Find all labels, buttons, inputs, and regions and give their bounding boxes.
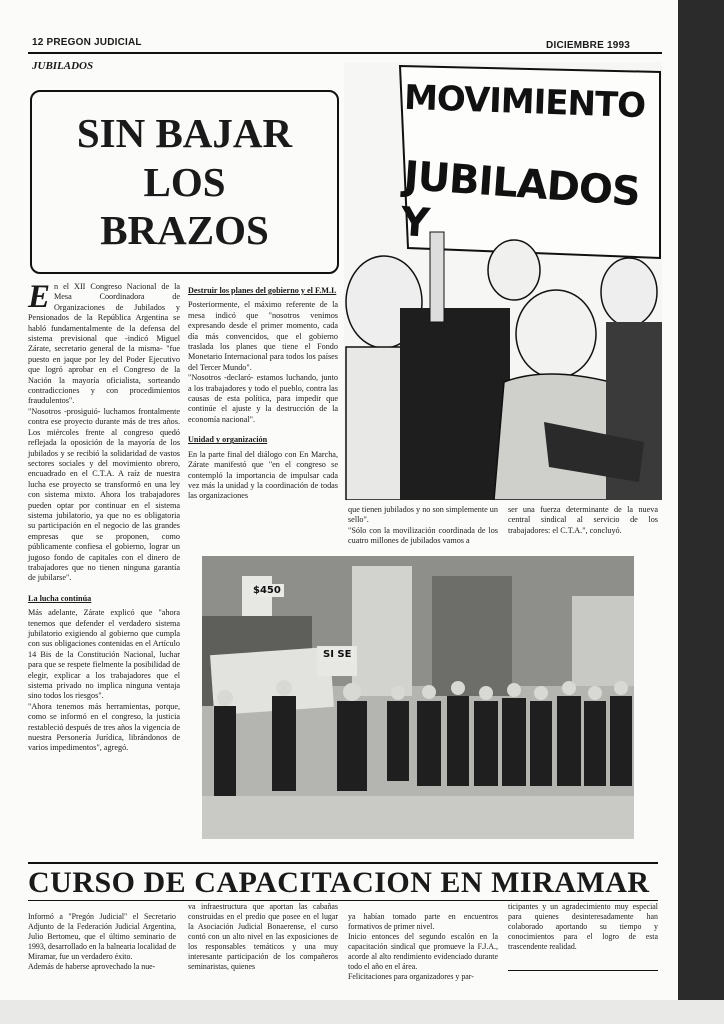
bottom-headline: CURSO DE CAPACITACION EN MIRAMAR xyxy=(28,866,650,899)
col2-paragraph: En la parte final del diálogo con En Marcha, Zárate manifestó que "en el congreso se contempló la importancia de impulsar cada vez más la unidad y la coordinación de todas las organizaciones xyxy=(188,449,338,501)
subheading-unidad: Unidad y organización xyxy=(188,435,268,445)
page-header-left: 12 PREGON JUDICIAL xyxy=(32,37,142,48)
scan-binding-edge xyxy=(678,0,724,1024)
col2-paragraph: Posteriormente, el máximo referente de la mesa indicó que "nosotros venimos expresando desde el primer momento, cada día más convencidos, que el gobierno traslada los planes que tiene el Fondo Monetario Internacional para todos los países del Tercer Mundo". xyxy=(188,300,338,372)
bottom-column-4 xyxy=(508,902,658,952)
photo-scene xyxy=(202,556,634,839)
col1-paragraph: "Ahora tenemos más herramientas, porque, como se informó en el congreso, la justicia restableció después de tres años la vigencia de nuestra Personería Jurídica, librándonos de varios impedimentos", agregó. xyxy=(28,701,180,753)
bottom-column-4-rule xyxy=(508,970,658,971)
dropcap: E xyxy=(28,279,51,315)
bottom-column-2 xyxy=(188,902,338,972)
page-header-date: DICIEMBRE 1993 xyxy=(546,40,630,51)
sign-line-1: MOVIMIENTO xyxy=(403,77,646,127)
bottom-col2-text: va infraestructura que aportan las cabañas construidas en el predio que posee en el lugar la Asociación Judicial Bonaerense, el curso contó con un alto nivel en las exposiciones de los responsables temáticos y una muy interesante participación de los compañeros seminaristas, quienes xyxy=(188,902,338,971)
article-column-3 xyxy=(348,505,498,547)
col1-paragraph: n el XII Congreso Nacional de la Mesa Coordinadora de Organizaciones de Jubilados y Pensionados de la República Argentina se habló fundamentalmente de la defensa del sistema previsional que -indicó Miguel Zárate, secretario general de la misma- "fue puesto en jaque por ley del Poder Ejecutivo que logró aprobar en el Congreso de la Nación la mayoría oficialista, sorteando contradicciones y con procedimientos fraudulentos". xyxy=(28,282,180,406)
bottom-rule-under-title xyxy=(28,900,658,901)
headline-box xyxy=(30,90,339,274)
col1-paragraph: "Nosotros -prosiguió- luchamos frontalmente contra ese proyecto durante más de tres años. Los miércoles frente al congreso quedó reflejada la oposición de la mayoría de los jubilados y se recibió la solidaridad de vastos sectores sociales y del movimiento obrero, encuadrado en el C.T.A. A raíz de nuestra lucha ese proyecto se transformó en una ley con sistema mixto. Ahora los trabajadores pueden optar por continuar en el sistema sistema jubilatorio, ya que no es obligatoria su participación en el negocio de las grandes empresas que se proponen, como públicamente confiesa el gobierno, lograr un jugoso fondo de capitales con el dinero de trabajadores que no tienen ninguna garantía de jubilarse". xyxy=(28,406,180,583)
subheading-la-lucha: La lucha continúa xyxy=(28,593,92,603)
photo-sign-b: SI SE xyxy=(320,648,354,661)
bottom-column-3 xyxy=(348,902,498,992)
photo-sign-a: $450 xyxy=(250,584,284,597)
bottom-column-1 xyxy=(28,902,176,982)
headline-line-2: LOS xyxy=(143,158,226,205)
bottom-col4-text: ticipantes y un agradecimiento muy especial para quienes desinteresadamente han colaborado aportando su tiempo y conocimientos para el logro de esta trascendente realidad. xyxy=(508,902,658,951)
bottom-col3-text: ya habían tomado parte en encuentros formativos de primer nivel. Inicio entonces del segundo escalón en la capacitación sindical que promueve la F.J.A., acorde al alto rendimiento evidenciado durante todo el año en el área. Felicitaciones para organizadores y par- xyxy=(348,911,498,981)
col2-paragraph: "Nosotros -declaró- estamos luchando, junto a los trabajadores y todo el pueblo, contra las causas de esta política, para impedir que continúe el ajuste y la destrucción de la economía nacional". xyxy=(188,373,338,424)
headline-line-1: SIN BAJAR xyxy=(76,110,293,157)
header-rule xyxy=(28,52,662,54)
section-tag: JUBILADOS xyxy=(32,60,94,72)
bottom-col1-text: Informó a "Pregón Judicial" el Secretario Adjunto de la Federación Judicial Argentina, Julio Bertomeu, que el último seminario de 1993, desarrollado en la balnearia localidad de Miramar, fue un verdadero éxito. Además de haberse aprovechado la nue- xyxy=(28,911,176,971)
bottom-rule-top xyxy=(28,862,658,864)
scan-bottom-margin xyxy=(0,1000,724,1024)
sign-line-2: JUBILADOS Y xyxy=(399,153,642,247)
article-column-4 xyxy=(508,505,658,536)
headline xyxy=(77,109,292,254)
subheading-destruir: Destruir los planes del gobierno y el F.M.I. xyxy=(188,286,337,295)
protest-illustration xyxy=(344,62,662,500)
col4-paragraph: ser una fuerza determinante de la nueva central sindical al servicio de los trabajadores: el C.T.A.", concluyó. xyxy=(508,505,658,535)
march-photograph xyxy=(202,556,634,839)
col1-paragraph: Más adelante, Zárate explicó que "ahora tenemos que defender el verdadero sistema jubilatorio exigiendo al gobierno que cumpla con sus obligaciones contenidas en el Artículo 14 Bis de la Constitución Nacional, luchar para que se respete fielmente la posibilidad de elegir, explicar a los trabajadores que el sistema privado no implica ninguna ventaja sino todos los riesgos". xyxy=(28,608,180,701)
article-column-1 xyxy=(28,279,180,754)
illustration-drawing xyxy=(344,62,662,500)
col3-paragraph: que tienen jubilados y no son simplemente un sello". xyxy=(348,505,498,525)
col3-paragraph: "Sólo con la movilización coordinada de los cuatro millones de jubilados vamos a xyxy=(348,525,498,546)
headline-line-3: BRAZOS xyxy=(100,207,269,254)
article-column-2 xyxy=(188,286,338,502)
